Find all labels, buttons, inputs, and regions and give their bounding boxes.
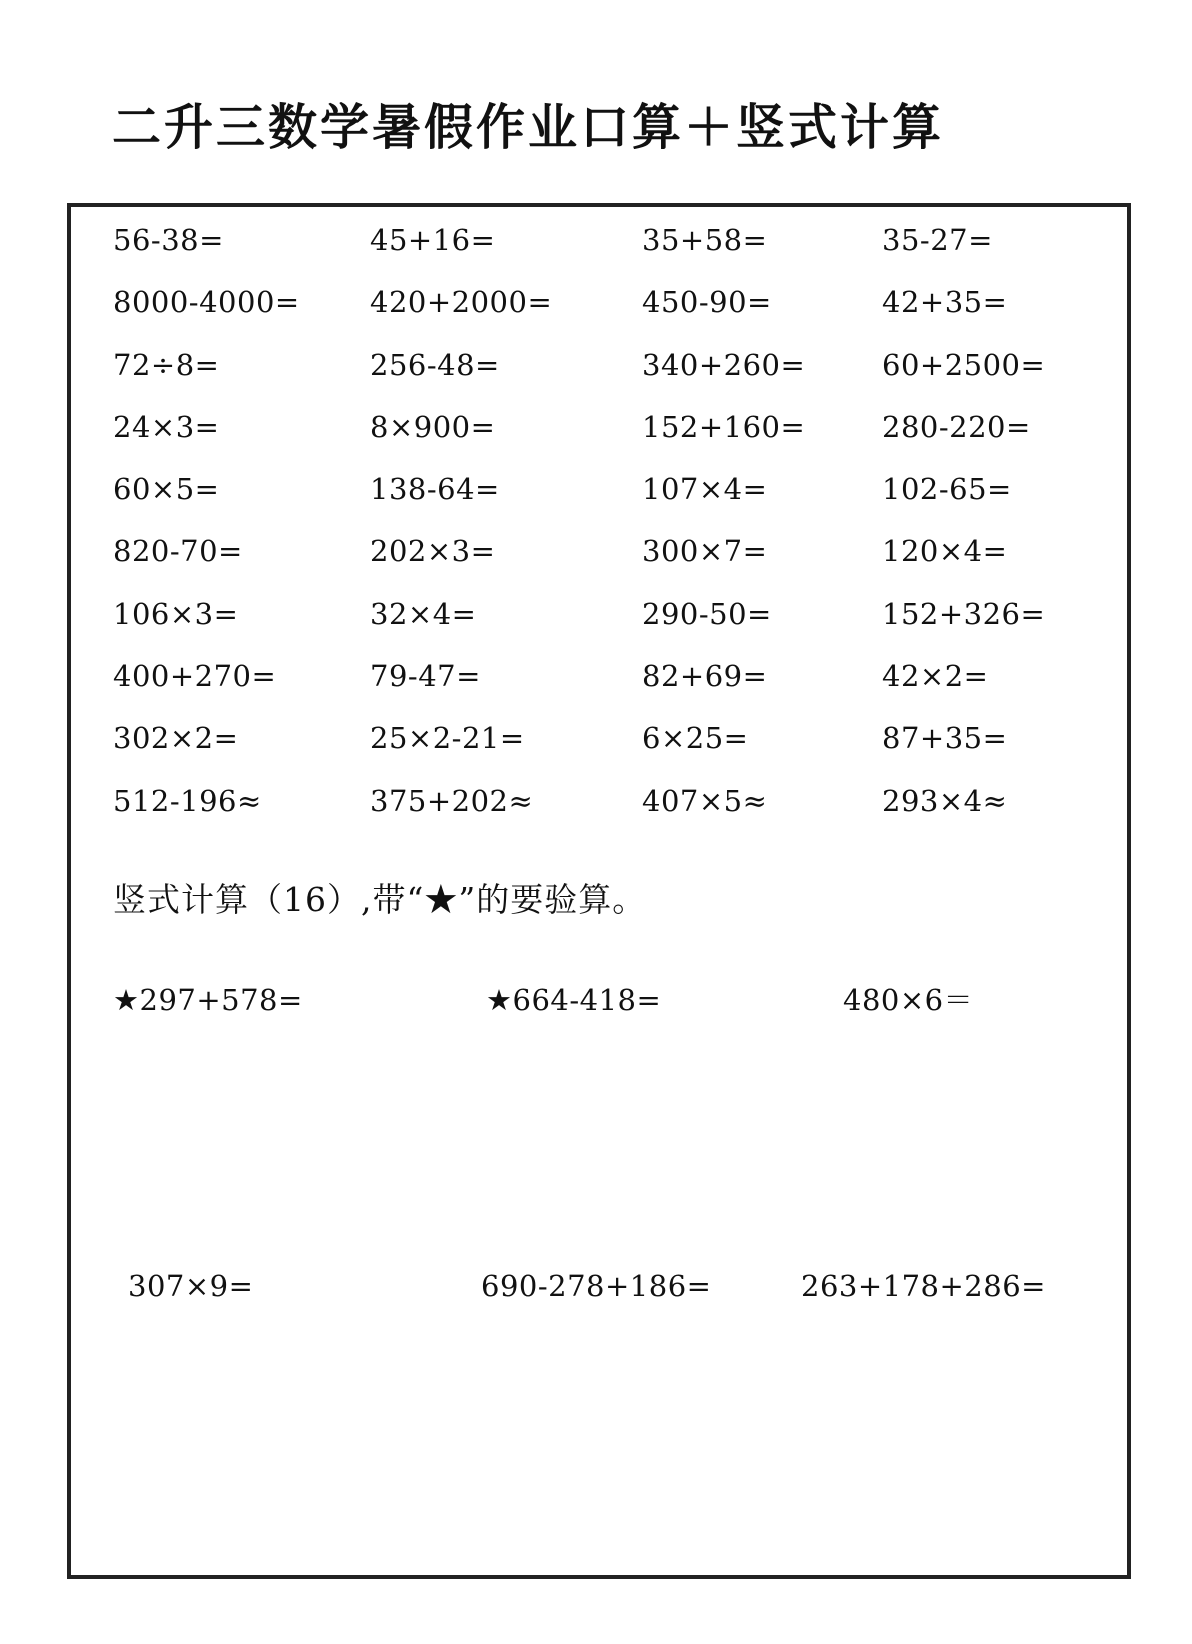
- oral-row: [113, 405, 1093, 467]
- oral-problem: 102-65=: [882, 472, 1012, 507]
- oral-problem: 35-27=: [882, 223, 993, 257]
- oral-problem: 24×3=: [113, 409, 220, 444]
- oral-row: [113, 592, 1093, 654]
- oral-row: [113, 343, 1093, 405]
- oral-problem: 60×5=: [113, 472, 220, 507]
- oral-problem: 138-64=: [370, 472, 500, 507]
- oral-problem: 32×4=: [370, 596, 477, 631]
- oral-problem: 202×3=: [370, 534, 496, 569]
- oral-problem: 293×4≈: [882, 783, 1008, 818]
- oral-problem: 60+2500=: [882, 347, 1046, 382]
- vertical-problem: 263+178+286=: [801, 1269, 1046, 1303]
- oral-problem: 8000-4000=: [113, 285, 300, 320]
- oral-problem: 72÷8=: [113, 347, 220, 382]
- vertical-problem: 307×9=: [128, 1269, 254, 1303]
- oral-problem: 152+326=: [882, 596, 1046, 631]
- oral-problem: 25×2-21=: [370, 721, 525, 756]
- oral-problem: 340+260=: [642, 347, 806, 382]
- oral-problem: 120×4=: [882, 534, 1008, 569]
- oral-problem: 82+69=: [642, 659, 768, 694]
- oral-row: [113, 779, 1093, 841]
- oral-row: [113, 280, 1093, 342]
- vertical-calc-heading: 竖式计算（16）,带“★”的要验算。: [113, 880, 647, 919]
- oral-row: [113, 716, 1093, 778]
- oral-problem: 400+270=: [113, 659, 277, 694]
- vertical-problem: ★297+578=: [113, 983, 303, 1017]
- oral-problem: 375+202≈: [370, 783, 534, 818]
- oral-problem: 45+16=: [370, 223, 496, 257]
- oral-problem: 42×2=: [882, 659, 989, 694]
- oral-problem: 302×2=: [113, 721, 239, 756]
- oral-problem: 420+2000=: [370, 285, 553, 320]
- oral-problem: 280-220=: [882, 409, 1031, 444]
- oral-problem: 450-90=: [642, 285, 772, 320]
- oral-row: [113, 218, 1093, 280]
- oral-problem: 35+58=: [642, 223, 768, 257]
- vertical-problem: 480×6＝: [843, 983, 974, 1017]
- oral-problem: 407×5≈: [642, 783, 768, 818]
- oral-problem: 290-50=: [642, 596, 772, 631]
- oral-problem: 512-196≈: [113, 783, 262, 818]
- oral-row: [113, 654, 1093, 716]
- vertical-problem: ★664-418=: [486, 983, 662, 1017]
- oral-row: [113, 529, 1093, 591]
- vertical-problem: 690-278+186=: [481, 1269, 712, 1303]
- oral-problem: 820-70=: [113, 534, 243, 569]
- oral-problem: 256-48=: [370, 347, 500, 382]
- page-title: 二升三数学暑假作业口算＋竖式计算: [112, 99, 945, 156]
- oral-problem: 42+35=: [882, 285, 1008, 320]
- oral-problem: 152+160=: [642, 409, 806, 444]
- oral-problem: 56-38=: [113, 223, 224, 257]
- oral-calculation-grid: [113, 218, 1093, 841]
- oral-problem: 87+35=: [882, 721, 1008, 756]
- oral-problem: 106×3=: [113, 596, 239, 631]
- oral-problem: 79-47=: [370, 659, 481, 694]
- oral-row: [113, 467, 1093, 529]
- oral-problem: 8×900=: [370, 409, 496, 444]
- oral-problem: 300×7=: [642, 534, 768, 569]
- oral-problem: 107×4=: [642, 472, 768, 507]
- oral-problem: 6×25=: [642, 721, 749, 756]
